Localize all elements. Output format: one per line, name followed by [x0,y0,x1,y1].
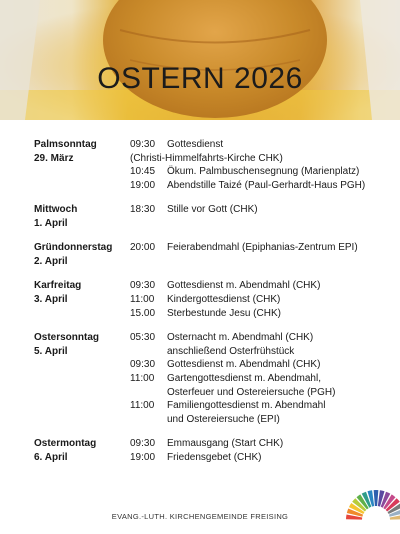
event-time: 11:00 [130,293,155,305]
event-description: Emmausgang (Start CHK) [167,438,284,450]
day-block [34,279,400,320]
event-time: 09:30 [130,280,156,292]
event-time: 19:00 [130,179,156,191]
color-wheel-logo-icon [336,470,400,534]
event-description: Gottesdienst [167,139,224,150]
logo-segment [374,490,379,506]
event-description: Feierabendmahl (Epiphanias-Zentrum EPI) [167,242,358,254]
day-date: 5. April [34,345,68,357]
day-date: 3. April [34,293,68,305]
day-name: Gründonnerstag [34,242,113,254]
event-row [130,399,400,413]
event-row [130,138,400,152]
event-row [130,165,400,179]
event-description: Gottesdienst m. Abendmahl (CHK) [167,359,321,371]
day-block [34,241,400,268]
footer-text: EVANG.-LUTH. KIRCHENGEMEINDE FREISING [111,512,289,521]
banner-artwork [0,0,400,120]
event-row [130,307,400,321]
event-row [130,152,400,166]
event-description: Sterbestunde Jesu (CHK) [167,307,281,319]
day-heading [34,138,130,165]
event-time: 18:30 [130,204,156,216]
event-row [130,203,400,217]
event-time [130,386,167,400]
event-time [130,413,167,427]
event-description: Gottesdienst m. Abendmahl (CHK) [167,280,321,292]
event-description: Friedensgebet (CHK) [167,451,262,463]
event-description: Familiengottesdienst m. Abendmahl [167,400,326,412]
event-row [130,179,400,193]
event-time: 05:30 [130,332,156,344]
event-time: 09:30 [130,139,156,150]
event-description: (Christi-Himmelfahrts-Kirche CHK) [130,152,283,164]
day-block [34,331,400,426]
day-heading [34,279,130,306]
event-row [130,451,400,465]
day-heading [34,437,130,464]
day-heading [34,203,130,230]
event-schedule [34,138,400,476]
event-row [130,345,400,359]
event-row [130,241,400,255]
event-description: Abendstille Taizé (Paul-Gerhardt-Haus PGH) [167,179,366,191]
event-time: 09:30 [130,438,156,450]
event-time: 15.00 [130,307,156,319]
event-time: 11:00 [130,372,155,384]
day-heading [34,331,130,358]
event-description: und Ostereiersuche (EPI) [167,413,280,425]
event-time: 11:00 [130,400,155,412]
event-row [130,437,400,451]
event-row [130,331,400,345]
event-description: Kindergottesdienst (CHK) [167,293,281,305]
event-description: Ökum. Palmbuschensegnung (Marienplatz) [167,166,360,178]
event-description: Gartengottesdienst m. Abendmahl, [167,372,321,384]
day-name: Karfreitag [34,280,82,292]
event-description: Stille vor Gott (CHK) [167,204,258,216]
day-block [34,203,400,230]
day-date: 6. April [34,451,68,463]
day-name: Palmsonntag [34,139,97,150]
day-date: 29. März [34,152,74,164]
header-banner [0,0,400,120]
day-name: Mittwoch [34,204,78,216]
event-time: 19:00 [130,451,156,463]
event-time: 10:45 [130,166,156,178]
event-time: 20:00 [130,242,156,254]
day-name: Ostermontag [34,438,97,450]
event-row [130,279,400,293]
day-name: Ostersonntag [34,332,100,344]
event-time [130,345,167,359]
event-description: Osternacht m. Abendmahl (CHK) [167,332,314,344]
event-row [130,386,400,400]
event-row [130,372,400,386]
day-block [34,138,400,192]
day-block [34,437,400,464]
day-date: 1. April [34,217,68,229]
day-heading [34,241,130,268]
event-row [130,293,400,307]
page-title: OSTERN 2026 [97,62,303,95]
event-description: anschließend Osterfrühstück [167,345,295,357]
event-row [130,358,400,372]
event-description: Osterfeuer und Ostereiersuche (PGH) [167,386,336,398]
event-row [130,413,400,427]
event-time: 09:30 [130,359,156,371]
day-date: 2. April [34,255,68,267]
